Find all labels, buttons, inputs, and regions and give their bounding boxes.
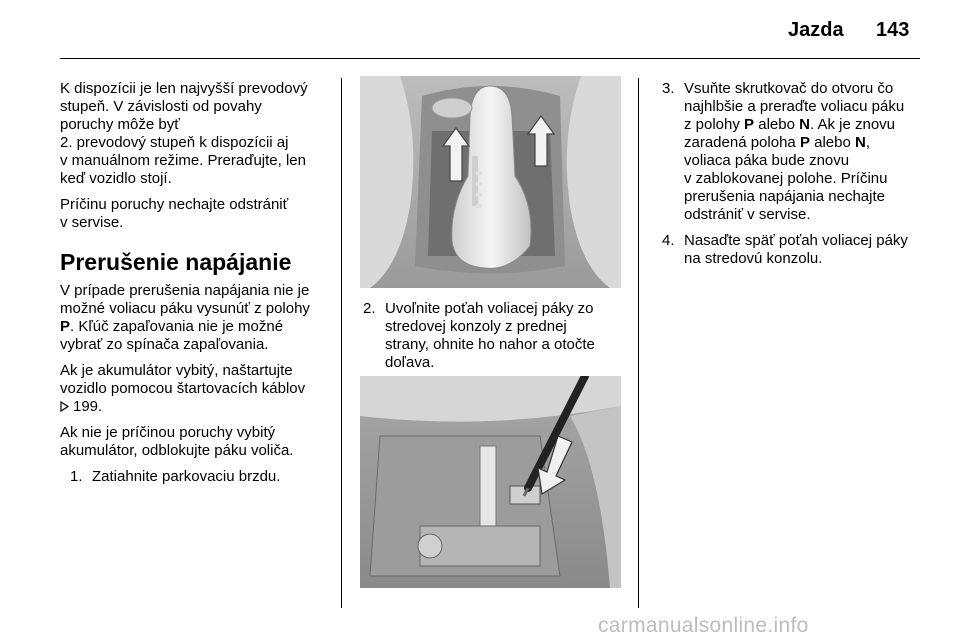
reference-page: 199. — [73, 398, 103, 415]
text-line: v manuálnom režime. Preraďujte, len — [60, 152, 306, 169]
step-number: 1. — [70, 468, 83, 485]
page-number: 143 — [876, 19, 910, 41]
text-line: 2. prevodový stupeň k dispozícii aj — [60, 134, 289, 151]
paragraph-unlock-lever — [60, 424, 332, 460]
step-4 — [662, 232, 924, 268]
column-divider-left — [341, 78, 342, 608]
gear-position-p: P — [744, 116, 755, 133]
text-line: doľava. — [385, 354, 435, 371]
step-text — [684, 80, 924, 224]
text-line: vybrať zo spínača zapaľovania. — [60, 336, 269, 353]
text-line: Ak nie je príčinou poruchy vybitý — [60, 424, 276, 441]
header-divider — [60, 58, 920, 59]
text-line: akumulátor, odblokujte páku voliča. — [60, 442, 294, 459]
text-line: K dispozícii je len najvyšší prevodový — [60, 80, 308, 97]
step-1 — [60, 468, 332, 486]
text-fragment: . Kľúč zapaľovania nie je možné — [70, 318, 284, 335]
text-fragment: , — [865, 134, 871, 151]
step-text — [385, 300, 629, 372]
text-fragment: z polohy — [684, 116, 745, 133]
text-line: v zablokovanej polohe. Príčinu — [684, 170, 888, 187]
gear-position-n: N — [855, 134, 866, 151]
text-line — [684, 116, 924, 134]
section-title: Jazda — [788, 19, 844, 41]
text-line: Nasaďte späť poťah voliacej páky — [684, 232, 908, 249]
text-line: Ak je akumulátor vybitý, naštartujte — [60, 362, 293, 379]
paragraph-service — [60, 196, 332, 232]
step-3 — [662, 80, 924, 224]
paragraph-battery — [60, 362, 332, 416]
step-text — [684, 232, 924, 268]
text-line: prerušenia napájania nechajte — [684, 188, 885, 205]
gear-position-n: N — [799, 116, 810, 133]
text-fragment: . Ak je znovu — [809, 116, 896, 133]
gear-position-p: P — [60, 318, 71, 335]
right-column — [662, 80, 924, 276]
text-fragment: alebo — [809, 134, 855, 151]
text-line: odstrániť v servise. — [684, 206, 811, 223]
text-line: stupeň. V závislosti od povahy — [60, 98, 262, 115]
figure-screwdriver-insertion — [360, 376, 621, 588]
watermark: carmanualsonline.info — [598, 614, 809, 637]
step-2 — [363, 300, 629, 372]
text-line: Uvoľnite poťah voliacej páky zo — [385, 300, 594, 317]
step-number: 4. — [662, 232, 675, 249]
text-line: Vsuňte skrutkovač do otvoru čo — [684, 80, 894, 97]
paragraph-power-interruption — [60, 282, 332, 354]
text-line — [684, 134, 924, 152]
column-divider-right — [638, 78, 639, 608]
text-fragment: alebo — [754, 116, 800, 133]
text-line: voliaca páka bude znovu — [684, 152, 850, 169]
text-line: poruchy môže byť — [60, 116, 180, 133]
text-line: možné voliacu páku vysunúť z polohy — [60, 300, 310, 317]
middle-column-text — [363, 300, 629, 380]
section-heading: Prerušenie napájanie — [60, 249, 292, 275]
step-number: 2. — [363, 300, 376, 317]
text-line: keď vozidlo stojí. — [60, 170, 172, 187]
text-line: vozidlo pomocou štartovacích káblov — [60, 380, 306, 397]
gear-position-p: P — [799, 134, 810, 151]
paragraph-fault-gear — [60, 80, 332, 188]
left-column — [60, 80, 332, 494]
text-line: najhlbšie a preraďte voliacu páku — [684, 98, 905, 115]
text-line: Príčinu poruchy nechajte odstrániť — [60, 196, 289, 213]
arrow-reference-icon — [60, 401, 69, 412]
text-line: V prípade prerušenia napájania nie je — [60, 282, 310, 299]
figure-gear-lever-console — [360, 76, 621, 288]
text-line — [60, 318, 332, 336]
text-line: na stredovú konzolu. — [684, 250, 823, 267]
text-line: stredovej konzoly z prednej — [385, 318, 567, 335]
page-reference[interactable] — [60, 398, 332, 416]
text-line: v servise. — [60, 214, 124, 231]
step-number: 3. — [662, 80, 675, 97]
text-line: strany, ohnite ho nahor a otočte — [385, 336, 595, 353]
text-fragment: zaradená poloha — [684, 134, 800, 151]
step-text: Zatiahnite parkovaciu brzdu. — [92, 468, 281, 485]
